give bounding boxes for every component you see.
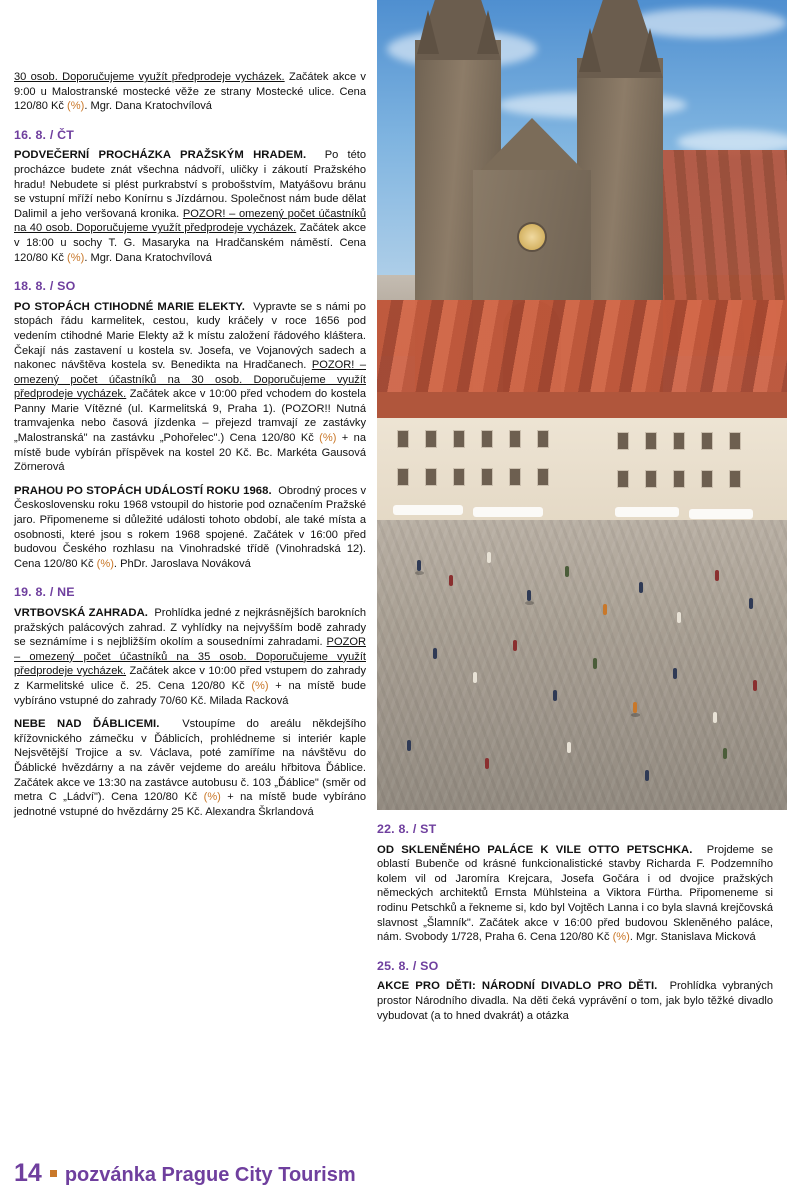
person [677, 612, 681, 623]
window [453, 468, 465, 486]
event-entry [14, 148, 366, 265]
cobblestone-texture [377, 520, 787, 810]
person [565, 566, 569, 577]
page-number: 14 [14, 1159, 42, 1187]
person-shadow [525, 601, 534, 605]
person [713, 712, 717, 723]
right-text-column [377, 822, 773, 1032]
window [453, 430, 465, 448]
event-title: AKCE PRO DĚTI: NÁRODNÍ DIVADLO PRO DĚTI. [377, 980, 658, 993]
old-town-square-tyn-church-photo [377, 0, 787, 810]
event-entry [14, 484, 366, 572]
window [617, 470, 629, 488]
event-title: OD SKLENĚNÉHO PALÁCE K VILE OTTO PETSCHKA. [377, 843, 693, 856]
window [537, 468, 549, 486]
lead-text: 30 osob. Doporučujeme využít předprodeje vycházek. Začátek akce v 9:00 u Malostranské mostecké věže ze strany Mostecké ulice. Cena 120/80 Kč (%). Mgr. Dana Kratochvílová [14, 71, 366, 113]
person [407, 740, 411, 751]
date-heading-18-8: 18. 8. / SO [14, 279, 76, 294]
church-clock [517, 222, 547, 252]
spirelet [579, 28, 601, 72]
event-title: PODVEČERNÍ PROCHÁZKA PRAŽSKÝM HRADEM. [14, 149, 307, 162]
window [645, 432, 657, 450]
person [473, 672, 477, 683]
person [487, 552, 491, 563]
event-title: VRTBOVSKÁ ZAHRADA. [14, 607, 148, 619]
person [553, 690, 557, 701]
window [397, 430, 409, 448]
event-body: Prohlídka vybraných prostor Národního divadla. Na děti čeká vyprávění o tom, jak bylo těžké divadlo vybudovat (a to hned dvakrát) a otázka [377, 980, 773, 1022]
person [749, 598, 753, 609]
event-body: Po této procházce budete znát všechna nádvoří, uličky i zákoutí Pražského hradu! Nebudete si plést purkrabství s probošstvím, Matyášovu bránu se vstupní mříží nebo Konírnu s Jízdárnou. Společnost nám bude dělat Dalimil a jeho veršovaná kronika. POZOR! – omezený počet účastníků na 40 osob. Doporučujeme využít předprodeje vycházek. Začátek akce v 18:00 u sochy T. G. Masaryka na Hradčanském náměstí. Cena 120/80 Kč (%). Mgr. Dana Kratochvílová [14, 149, 366, 264]
cafe-awning [689, 509, 753, 519]
window [701, 470, 713, 488]
person [513, 640, 517, 651]
house-roofline [377, 392, 787, 418]
event-entry [14, 300, 366, 475]
person [485, 758, 489, 769]
window [645, 470, 657, 488]
event-body: Obrodný proces v Československu roku 1968 vstoupil do historie pod označením Pražské jaro. Připomeneme si důležité události tohoto období, ale také místa a osobnosti, které jsou s rokem 1968 spojené. Začátek v 16:00 před budovou Českého rozhlasu na Vinohradské třídě (Vinohradská 12). Cena 120/80 Kč (%). PhDr. Jaroslava Nováková [14, 484, 366, 570]
event-entry [14, 606, 366, 708]
person [417, 560, 421, 571]
spirelet [639, 28, 661, 72]
person [593, 658, 597, 669]
window [481, 430, 493, 448]
person [433, 648, 437, 659]
window [425, 430, 437, 448]
person [645, 770, 649, 781]
window [537, 430, 549, 448]
person [715, 570, 719, 581]
person [639, 582, 643, 593]
event-entry [377, 843, 773, 945]
square-bullet-icon [50, 1170, 57, 1177]
church-gable [473, 118, 591, 178]
event-body: Vypravte se s námi po stopách řádu karmelitek, cestou, kudy kráčely v roce 1656 pod vedením ctihodné Marie Elekty až k místu založení řádového kláštera. Čekají nás zastavení u kostela sv. Josefa, ve Vojanových sadech a nakonec návštěva kostela sv. Benedikta na Hradčanech. POZOR! – omezený počet účastníků na 30 osob. Doporučujeme využít předprodeje vycházek. Začátek akce v 10:00 před vchodem do kostela Panny Marie Vítězné (ul. Karmelitská 9, Praha 1). (POZOR!! Nutná tramvajenka nebo časová jízdenka – přejezd tramvají ze zastávky „Malostranská" na zastávku „Pohořelec".) Cena 120/80 Kč (%) + na místě bude vybírán příspěvek na kostel 20 Kč. Bc. Markéta Gausová Zörnerová [14, 300, 367, 474]
date-heading-22-8: 22. 8. / ST [377, 822, 437, 836]
window [509, 430, 521, 448]
event-title: NEBE NAD ĎÁBLICEMI. [14, 718, 160, 731]
person [633, 702, 637, 713]
event-title: PO STOPÁCH CTIHODNÉ MARIE ELEKTY. [14, 300, 245, 313]
window [701, 432, 713, 450]
footer-title: pozvánka Prague City Tourism [64, 1164, 356, 1186]
page-footer [0, 1144, 787, 1200]
cafe-awning [393, 505, 463, 515]
person [449, 575, 453, 586]
window [481, 468, 493, 486]
left-text-column [14, 70, 366, 828]
spirelet [477, 10, 499, 54]
window [673, 432, 685, 450]
person [723, 748, 727, 759]
person [527, 590, 531, 601]
spirelet [417, 10, 439, 54]
event-entry [377, 979, 773, 1023]
window [425, 468, 437, 486]
person [753, 680, 757, 691]
event-title: PRAHOU PO STOPÁCH UDÁLOSTÍ ROKU 1968. [14, 484, 272, 497]
cafe-awning [473, 507, 543, 517]
person [673, 668, 677, 679]
window [509, 468, 521, 486]
person-shadow [631, 713, 640, 717]
window [729, 432, 741, 450]
date-heading-19-8: 19. 8. / NE [14, 585, 75, 600]
window [673, 470, 685, 488]
person [567, 742, 571, 753]
event-entry [14, 717, 366, 819]
window [729, 470, 741, 488]
person [603, 604, 607, 615]
window [617, 432, 629, 450]
person-shadow [415, 571, 424, 575]
window [397, 468, 409, 486]
date-heading-25-8: 25. 8. / SO [377, 958, 439, 973]
date-heading-16-8: 16. 8. / ČT [14, 127, 75, 142]
event-body: Projdeme se oblastí Bubenče od krásné funkcionalistické stavby Richarda F. Podzemního kolem vil od Jaromíra Krejcara, Josefa Gočára i od dvojice pražských německých architektů Ernsta Mühlsteina a Viktora Fürtha. Připomeneme si rodinu Petschků a řekneme si, kdo byl Vojtěch Lanna i co byla slavná krejčovská slavnost „Šlamník". Začátek akce v 16:00 před budovou Skleněného paláce, nám. Svobody 1/728, Praha 6. Cena 120/80 Kč (%). Mgr. Stanislava Micková [377, 843, 773, 944]
lead-paragraph [14, 70, 366, 114]
event-body: Vstoupíme do areálu někdejšího křížovnického zámečku v Ďáblicích, prohlédneme si interiér kaple Nejsvětější Trojice a sv. Václava, poté zamíříme na návštěvu do Ďáblické hvězdárny a na závěr vejdeme do areálu hřbitova Ďáblice. Začátek akce ve 13:30 na zastávce autobusu č. 103 „Ďáblice" (směr od metra C „Ládví"). Cena 120/80 Kč (%) + na místě bude vybíráno jednotné vstupné do hvězdárny 25 Kč. Alexandra Škrlandová [14, 718, 366, 818]
cafe-awning [615, 507, 679, 517]
event-body: Prohlídka jedné z nejkrásnějších barokních pražských palácových zahrad. Z vyhlídky na nejvyšším bodě zahrady se seznámíme i s nejbližším okolím a sousedními zahradami. POZOR – omezený počet účastníků na 35 osob. Doporučujeme využít předprodeje vycházek. Začátek akce v 10:00 před vstupem do zahrady z Karmelitské ulice č. 25. Cena 120/80 Kč (%) + na místě bude vybíráno vstupné do zahrady 70/60 Kč. Milada Racková [14, 607, 366, 707]
